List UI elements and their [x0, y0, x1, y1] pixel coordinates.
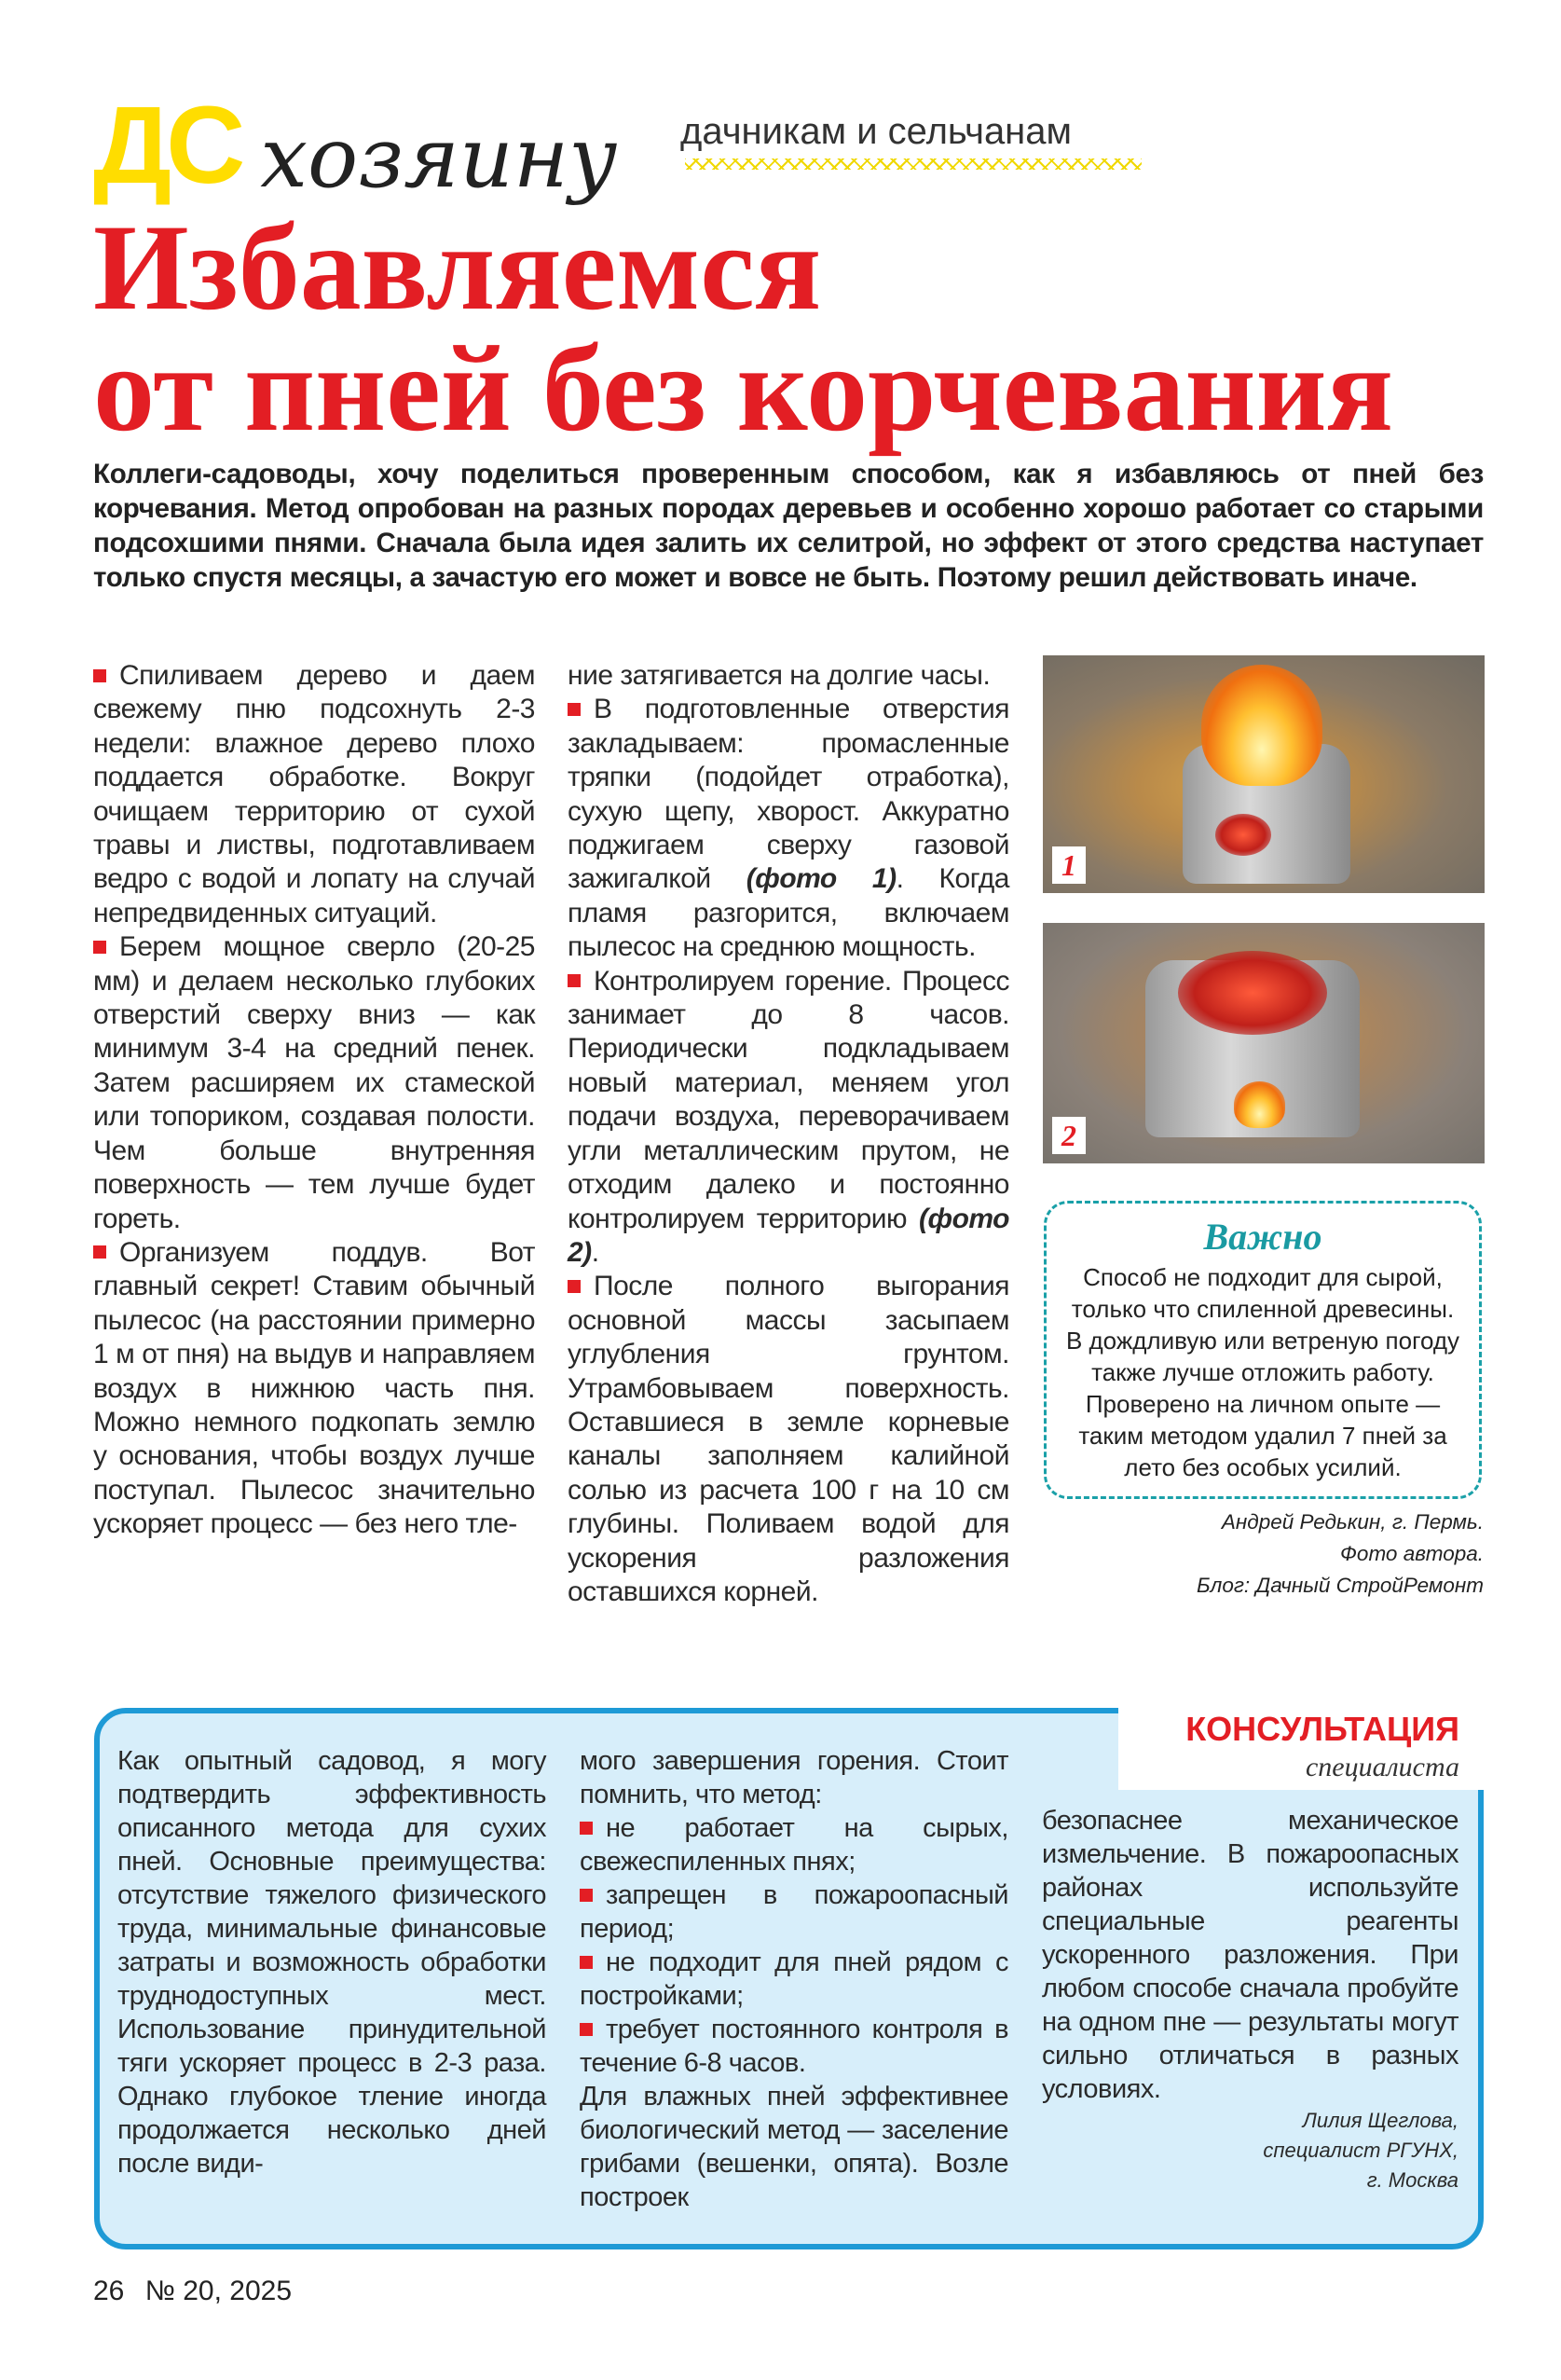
blog-credit: Блог: Дачный СтройРемонт: [1196, 1574, 1484, 1597]
ember-shape: [1215, 814, 1271, 856]
bullet-icon: [580, 1822, 593, 1835]
issue-number: № 20, 2025: [144, 2276, 293, 2306]
consultation-column-3: безопаснее механическое измельчение. В пожароопасных районах используйте специальные реагенты ускоренного разложения. При любом способе сначала пробуйте на одном пне — результаты могут сильно отличаться в разных условиях. Лилия Щеглова, специалист РГУНХ, г. Москва: [1042, 1804, 1458, 2195]
paragraph: В подготовленные отверстия закладываем: промасленные тряпки (подойдет отработка), сухую щепу, хворост. Аккуратно поджигаем сверху газовой зажигалкой (фото 1). Когда пламя разгорится, включаем пылесос на среднюю мощность.: [568, 694, 1009, 963]
author-credits: [1044, 1506, 1484, 1602]
bullet-icon: [580, 1889, 593, 1902]
list-item: не подходит для пней рядом с постройками;: [580, 1947, 1008, 2011]
bullet-icon: [93, 1245, 106, 1259]
ember-shape: [1178, 951, 1327, 1035]
title-line-1: Избавляемся: [93, 199, 822, 336]
section-name: хозяину: [260, 109, 618, 207]
page-footer: [93, 2275, 305, 2308]
important-text: Способ не подходит для сырой, только что спиленной древесины. В дождливую или ветреную погоду также лучше отложить работу. Проверено на личном опыте — таким методом удалил 7 пней за лето без особых усилий.: [1065, 1263, 1460, 1481]
page-number: 26: [93, 2276, 125, 2306]
flame-shape: [1234, 1081, 1285, 1128]
zigzag-divider: [685, 158, 1142, 170]
rubric-label: дачникам и сельчанам: [680, 111, 1073, 152]
article-column-2: [568, 659, 1009, 1609]
photo-reference: (фото 1): [746, 863, 897, 895]
photo-number: 1: [1052, 846, 1086, 884]
bullet-icon: [580, 2023, 593, 2036]
paragraph: Спиливаем дерево и даем свежему пню подсохнуть 2-3 недели: влажное дерево плохо поддается обработке. Вокруг очищаем территорию от сухой травы и листвы, подготавливаем ведро с водой и лопату на случай непредвиденных ситуаций.: [93, 660, 535, 929]
expert-signature: Лилия Щеглова, специалист РГУНХ, г. Москва: [1263, 2109, 1458, 2192]
bullet-icon: [93, 941, 106, 954]
author-name: Андрей Редькин, г. Пермь.: [1221, 1510, 1484, 1534]
section-brand: [93, 84, 618, 207]
photo-smoldering-stump: [1043, 923, 1485, 1163]
photo-burning-stump: [1043, 655, 1485, 893]
article-lede: Коллеги-садоводы, хочу поделиться проверенным способом, как я избавляюсь от пней без корчевания. Метод опробован на разных породах деревьев и особенно хорошо работает со старыми подсохшими пнями. Сначала была идея залить их селитрой, но эффект от этого средства наступает только спустя месяцы, а зачастую его может и вовсе не быть. Поэтому решил действовать иначе.: [93, 459, 1484, 593]
flame-shape: [1201, 665, 1322, 786]
article-column-1: [93, 659, 535, 1542]
consultation-title: КОНСУЛЬТАЦИЯ: [1185, 1710, 1459, 1748]
magazine-logo: ДС: [93, 84, 240, 207]
list-item: требует постоянного контроля в течение 6-8 часов.: [580, 2015, 1008, 2078]
paragraph: После полного выгорания основной массы засыпаем углубления грунтом. Утрамбовываем поверхность. Оставшиеся в земле корневые каналы заполняем калийной солью из расчета 100 г на 10 см глубины. Поливаем водой для ускорения разложения оставшихся корней.: [568, 1271, 1009, 1607]
article-title: [93, 199, 1528, 457]
bullet-icon: [568, 974, 581, 987]
bullet-icon: [568, 1280, 581, 1293]
paragraph: Берем мощное сверло (20-25 мм) и делаем несколько глубоких отверстий сверху вниз — как минимум 3-4 на средний пенек. Затем расширяем их стамеской или топориком, создавая полости. Чем больше внутренняя поверхность — тем лучше будет гореть.: [93, 931, 535, 1234]
list-item: не работает на сырых, свежеспиленных пнях;: [580, 1813, 1008, 1877]
bullet-icon: [580, 1956, 593, 1969]
consultation-subtitle: специалиста: [1305, 1752, 1459, 1782]
paragraph: ние затягивается на долгие часы.: [568, 660, 991, 691]
photo-number: 2: [1052, 1117, 1086, 1154]
paragraph: Организуем поддув. Вот главный секрет! Ставим обычный пылесос (на расстоянии примерно 1 м от пня) на выдув и направляем воздух в нижнюю часть пня. Можно немного подкопать землю у основания, чтобы воздух лучше поступал. Пылесос значительно ускоряет процесс — без него тле-: [93, 1236, 535, 1540]
important-title: Важно: [1203, 1216, 1322, 1258]
consultation-column-2: мого завершения горения. Стоит помнить, что метод: не работает на сырых, свежеспиленных пнях; запрещен в пожароопасный период; не подходит для пней рядом с постройками; требует постоянного контроля в течение 6-8 часов. Для влажных пней эффективнее биологический метод — заселение грибами (вешенки, опята). Возле построек: [580, 1746, 1008, 2212]
bullet-icon: [568, 703, 581, 716]
bullet-icon: [93, 669, 106, 682]
photo-reference: (фото 2): [568, 1203, 1009, 1268]
paragraph: Контролируем горение. Процесс занимает до 8 часов. Периодически подкладываем новый материал, меняем угол подачи воздуха, переворачиваем угли металлическим прутом, не отходим далеко и постоянно контролируем территорию (фото 2).: [568, 965, 1009, 1268]
list-item: запрещен в пожароопасный период;: [580, 1880, 1008, 1944]
consultation-column-1: Как опытный садовод, я могу подтвердить эффективность описанного метода для сухих пней. Основные преимущества: отсутствие тяжелого физического труда, минимальные финансовые затраты и возможность обработки труднодоступных мест. Использование принудительной тяги ускоряет процесс в 2-3 раза. Однако глубокое тление иногда продолжается несколько дней после види-: [117, 1746, 546, 2179]
photo-credit: Фото автора.: [1340, 1542, 1484, 1565]
sidebar-column: [1044, 1201, 1484, 1602]
important-note-box: [1044, 1201, 1482, 1499]
title-line-2: от пней без корчевания: [93, 320, 1394, 457]
